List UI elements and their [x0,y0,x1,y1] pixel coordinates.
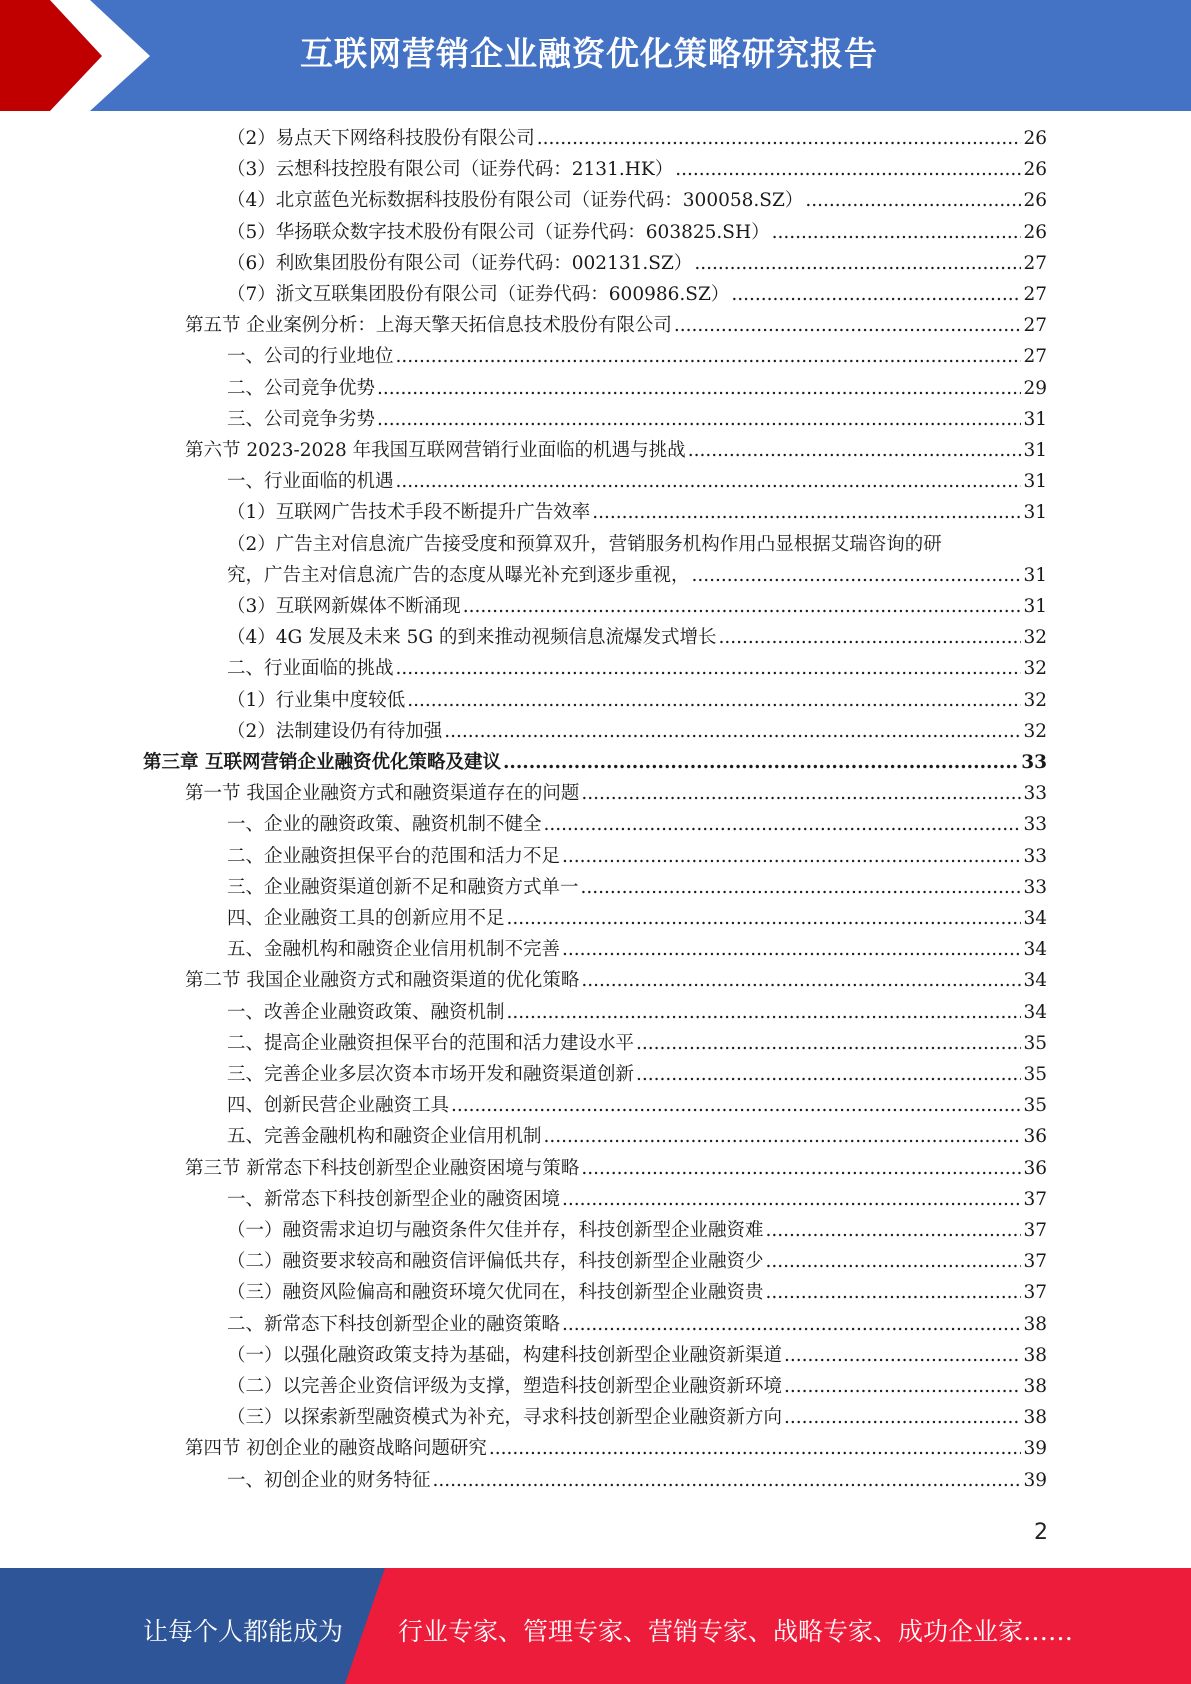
toc-subsection-entry[interactable] [227,1219,1047,1243]
toc-dot-leader [507,907,1022,931]
toc-dot-leader [433,1469,1022,1493]
toc-entry-title: 一、公司的行业地位 [227,346,394,368]
toc-dot-leader [377,408,1021,432]
toc-dot-leader [636,1063,1021,1087]
toc-page-number: 33 [1023,814,1047,836]
toc-dot-leader [463,595,1022,619]
toc-entry-title: 一、企业的融资政策、融资机制不健全 [227,814,542,836]
toc-entry-title: 三、完善企业多层次资本市场开发和融资渠道创新 [227,1064,635,1085]
toc-dot-leader [544,813,1022,837]
toc-subsection-entry[interactable] [227,1188,1047,1212]
toc-entry-title: 一、改善企业融资政策、融资机制 [227,1001,505,1023]
toc-dot-leader [489,1437,1022,1461]
toc-entry-title: 第一节 我国企业融资方式和融资渠道存在的问题 [185,783,580,805]
toc-page-number: 33 [1023,845,1047,867]
toc-entry-title: 第六节 2023-2028 年我国互联网营销行业面临的机遇与挑战 [185,440,686,461]
toc-section-entry[interactable] [185,1157,1047,1181]
toc-subsection-entry[interactable] [227,501,1047,525]
toc-page-number: 32 [1023,689,1047,711]
toc-dot-leader [507,1001,1022,1025]
toc-entry-title: 一、行业面临的机遇 [227,471,394,493]
toc-dot-leader [766,1219,1022,1243]
toc-subsection-entry[interactable] [227,252,1047,276]
toc-entry-title: 五、完善金融机构和融资企业信用机制 [227,1126,542,1148]
toc-page-number: 38 [1023,1376,1047,1397]
toc-entry-title: 三、企业融资渠道创新不足和融资方式单一 [227,876,579,898]
toc-entry-title: （1）互联网广告技术手段不断提升广告效率 [227,502,591,524]
toc-page-number: 36 [1023,1157,1047,1179]
toc-subsection-entry[interactable] [227,283,1047,307]
toc-entry-title: （一）融资需求迫切与融资条件欠佳并存，科技创新型企业融资难 [227,1220,764,1241]
toc-dot-leader [377,377,1021,401]
toc-subsection-entry[interactable] [227,720,1047,744]
toc-subsection-entry[interactable] [227,1375,1047,1399]
toc-dot-leader [784,1375,1021,1399]
toc-subsection-entry[interactable] [227,876,1047,900]
toc-subsection-entry[interactable] [227,1063,1047,1087]
toc-entry-title: （5）华扬联众数字技术股份有限公司（证券代码：603825.SH） [227,221,770,243]
toc-dot-leader [581,876,1022,900]
toc-page-number: 27 [1023,346,1047,368]
toc-page-number: 38 [1023,1313,1047,1335]
toc-dot-leader [731,283,1021,307]
toc-entry-title: 第三章 互联网营销企业融资优化策略及建议 [143,752,501,773]
toc-page-number: 35 [1023,1064,1047,1085]
toc-dot-leader [407,689,1021,713]
toc-entry-title: （2）法制建设仍有待加强 [227,720,443,742]
toc-entry-title: （2）广告主对信息流广告接受度和预算双升，营销服务机构作用凸显根据艾瑞咨询的研 [227,533,942,555]
page-number: 2 [1034,1520,1048,1545]
toc-entry-title: （4）4G 发展及未来 5G 的到来推动视频信息流爆发式增长 [227,627,717,649]
toc-subsection-entry[interactable] [227,345,1047,369]
toc-entry-title: 第四节 初创企业的融资战略问题研究 [185,1438,487,1460]
toc-subsection-entry[interactable] [227,1250,1047,1274]
toc-subsection-entry[interactable] [227,813,1047,837]
toc-dot-leader [562,845,1021,869]
toc-subsection-entry[interactable] [227,189,1047,213]
toc-dot-leader [562,1313,1021,1337]
toc-dot-leader [562,938,1021,962]
toc-dot-leader [396,657,1022,681]
toc-entry-title: 二、企业融资担保平台的范围和活力不足 [227,845,561,867]
toc-entry-title: 四、企业融资工具的创新应用不足 [227,908,505,929]
toc-entry-title: （一）以强化融资政策支持为基础，构建科技创新型企业融资新渠道 [227,1344,783,1366]
toc-page-number: 26 [1023,221,1047,243]
toc-dot-leader [592,501,1021,525]
toc-page-number: 27 [1023,284,1047,305]
toc-entry-title: 一、新常态下科技创新型企业的融资困境 [227,1188,561,1210]
toc-subsection-entry[interactable] [227,657,1047,681]
toc-page-number: 26 [1023,159,1047,181]
toc-page-number: 37 [1023,1282,1047,1304]
toc-entry-title: 一、初创企业的财务特征 [227,1469,431,1491]
toc-entry-title: 第五节 企业案例分析：上海天擎天拓信息技术股份有限公司 [185,315,672,337]
toc-subsection-entry[interactable] [227,221,1047,245]
toc-entry-title: （三）以探索新型融资模式为补充，寻求科技创新型企业融资新方向 [227,1407,783,1429]
toc-dot-leader [581,969,1021,993]
page-header [0,0,1191,111]
toc-subsection-entry[interactable] [227,595,1047,619]
toc-subsection-entry[interactable] [227,1469,1047,1493]
toc-dot-leader [503,751,1019,775]
toc-entry-title: 五、金融机构和融资企业信用机制不完善 [227,939,561,961]
toc-page-number: 26 [1023,190,1047,212]
toc-page-number: 38 [1023,1344,1047,1366]
toc-section-entry[interactable] [185,439,1047,463]
toc-page-number: 37 [1023,1188,1047,1210]
toc-section-entry[interactable] [185,969,1047,993]
toc-entry-title: 二、公司竞争优势 [227,377,376,399]
toc-page-number: 34 [1023,939,1047,961]
toc-subsection-entry[interactable] [227,1313,1047,1337]
toc-entry-title: （7）浙文互联集团股份有限公司（证券代码：600986.SZ） [227,284,730,305]
toc-dot-leader [636,1032,1021,1056]
page-footer [0,1568,1191,1684]
toc-entry-title: （二）以完善企业资信评级为支撑，塑造科技创新型企业融资新环境 [227,1376,783,1397]
toc-subsection-entry[interactable] [227,1406,1047,1430]
toc-subsection-entry[interactable] [227,1281,1047,1305]
toc-entry-title: 二、新常态下科技创新型企业的融资策略 [227,1313,561,1335]
toc-page-number: 33 [1021,752,1047,773]
toc-dot-leader [766,1250,1022,1274]
toc-subsection-entry[interactable] [227,533,1047,557]
toc-page-number: 27 [1023,252,1047,274]
toc-subsection-entry[interactable] [227,1125,1047,1149]
toc-entry-title: （3）互联网新媒体不断涌现 [227,596,461,617]
toc-dot-leader [544,1125,1022,1149]
toc-dot-leader [562,1188,1021,1212]
toc-dot-leader [444,720,1021,744]
toc-page-number: 31 [1023,408,1047,430]
toc-subsection-entry[interactable] [227,564,1047,588]
toc-dot-leader [674,314,1022,338]
toc-dot-leader [766,1281,1022,1305]
toc-page-number: 32 [1023,720,1047,742]
toc-page-number: 34 [1023,908,1047,929]
toc-page-number: 34 [1023,970,1047,992]
toc-section-entry[interactable] [185,782,1047,806]
report-title: 互联网营销企业融资优化策略研究报告 [300,34,878,73]
toc-dot-leader [772,221,1022,245]
toc-dot-leader [694,252,1021,276]
toc-page-number: 35 [1023,1095,1047,1117]
toc-dot-leader [784,1344,1021,1368]
toc-dot-leader [784,1406,1021,1430]
toc-dot-leader [692,564,1022,588]
toc-page-number: 31 [1023,471,1047,493]
toc-entry-title: （1）行业集中度较低 [227,689,406,711]
toc-dot-leader [396,345,1022,369]
toc-subsection-entry[interactable] [227,470,1047,494]
toc-page-number: 31 [1023,596,1047,617]
toc-page-number: 39 [1023,1438,1047,1460]
toc-dot-leader [688,439,1022,463]
footer-slogan-right: 行业专家、管理专家、营销专家、战略专家、成功企业家…… [398,1617,1074,1646]
toc-page-number: 37 [1023,1251,1047,1273]
toc-subsection-entry[interactable] [227,127,1047,151]
toc-dot-leader [581,782,1021,806]
toc-dot-leader [581,1157,1021,1181]
toc-page-number: 27 [1023,315,1047,337]
toc-dot-leader [675,158,1021,182]
toc-page-number: 32 [1023,627,1047,649]
toc-page-number: 36 [1023,1126,1047,1148]
toc-entry-title: 二、提高企业融资担保平台的范围和活力建设水平 [227,1032,635,1054]
toc-subsection-entry[interactable] [227,845,1047,869]
toc-entry-title: 第二节 我国企业融资方式和融资渠道的优化策略 [185,970,580,992]
toc-dot-leader [805,189,1021,213]
toc-page-number: 26 [1023,128,1047,149]
toc-dot-leader [719,626,1022,650]
toc-entry-title: 第三节 新常态下科技创新型企业融资困境与策略 [185,1157,580,1179]
toc-subsection-entry[interactable] [227,1032,1047,1056]
toc-page-number: 29 [1023,377,1047,399]
toc-subsection-entry[interactable] [227,626,1047,650]
toc-page-number: 33 [1023,783,1047,805]
toc-entry-title: 四、创新民营企业融资工具 [227,1095,450,1117]
toc-entry-title: （4）北京蓝色光标数据科技股份有限公司（证券代码：300058.SZ） [227,190,804,212]
toc-section-entry[interactable] [185,1437,1047,1461]
toc-subsection-entry[interactable] [227,1094,1047,1118]
toc-subsection-entry[interactable] [227,689,1047,713]
toc-entry-title: （二）融资要求较高和融资信评偏低共存，科技创新型企业融资少 [227,1251,764,1273]
toc-subsection-entry[interactable] [227,408,1047,432]
toc-entry-title: 究，广告主对信息流广告的态度从曝光补充到逐步重视， [227,564,690,586]
toc-subsection-entry[interactable] [227,938,1047,962]
toc-page-number: 34 [1023,1001,1047,1023]
toc-page-number: 37 [1023,1220,1047,1241]
toc-page-number: 33 [1023,876,1047,898]
toc-entry-title: 三、公司竞争劣势 [227,408,376,430]
toc-subsection-entry[interactable] [227,1001,1047,1025]
toc-page-number: 31 [1023,502,1047,524]
toc-dot-leader [451,1094,1021,1118]
toc-page-number: 38 [1023,1407,1047,1429]
toc-entry-title: （6）利欧集团股份有限公司（证券代码：002131.SZ） [227,252,693,274]
toc-subsection-entry[interactable] [227,377,1047,401]
toc-chapter-entry[interactable] [143,751,1047,775]
toc-entry-title: （3）云想科技控股有限公司（证券代码：2131.HK） [227,159,674,181]
toc-subsection-entry[interactable] [227,907,1047,931]
toc-section-entry[interactable] [185,314,1047,338]
toc-subsection-entry[interactable] [227,1344,1047,1368]
toc-dot-leader [537,127,1022,151]
toc-entry-title: 二、行业面临的挑战 [227,658,394,680]
toc-subsection-entry[interactable] [227,158,1047,182]
toc-dot-leader [396,470,1022,494]
toc-page-number: 31 [1023,440,1047,461]
footer-slogan-left: 让每个人都能成为 [143,1617,344,1646]
toc-page-number: 31 [1023,564,1047,586]
toc-entry-title: （三）融资风险偏高和融资环境欠优同在，科技创新型企业融资贵 [227,1282,764,1304]
toc-page-number: 39 [1023,1469,1047,1491]
toc-entry-title: （2）易点天下网络科技股份有限公司 [227,128,535,149]
toc-page-number: 35 [1023,1032,1047,1054]
toc-page-number: 32 [1023,658,1047,680]
